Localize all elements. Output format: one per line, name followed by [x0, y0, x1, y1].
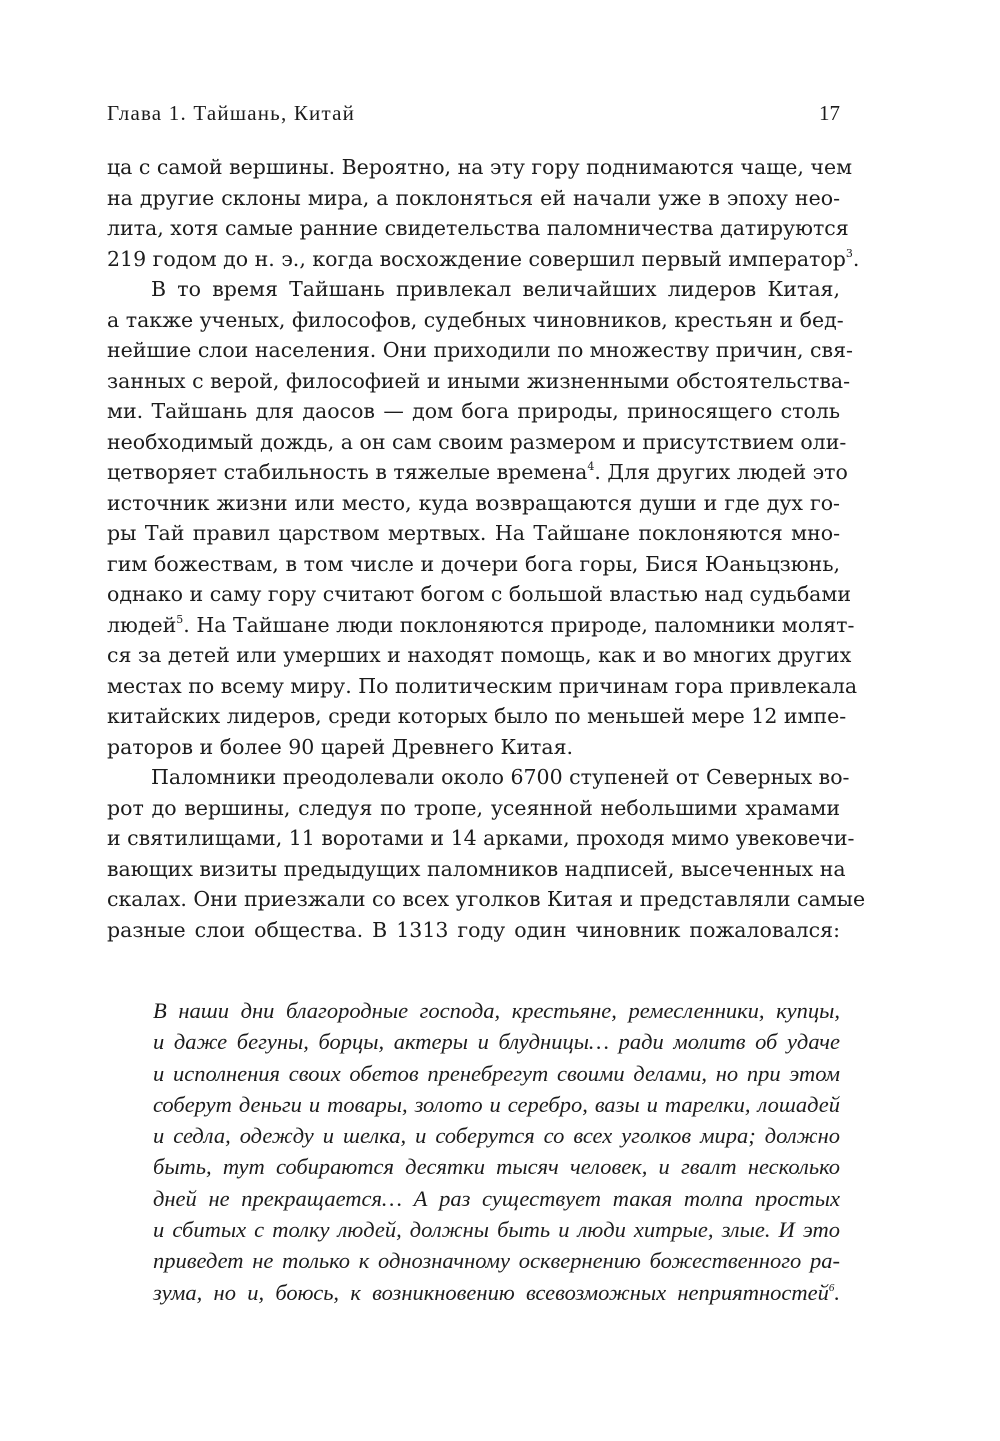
body-line-text: раторов и более 90 царей Древнего Китая.: [107, 734, 574, 759]
body-line-text-tail: .: [852, 246, 860, 271]
body-line-text: и святилищами, 11 воротами и 14 арками, проходя мимо увековечи-: [107, 826, 855, 850]
block-quote: [153, 995, 840, 1308]
body-line-text: вающих визиты предыдущих паломников надписей, высеченных на: [107, 856, 846, 881]
body-line: [107, 549, 840, 580]
body-line: [107, 610, 855, 641]
body-line: [107, 305, 844, 336]
body-line: [107, 671, 858, 702]
quote-line: [153, 1151, 840, 1182]
body-line: [107, 183, 840, 214]
body-line-text: нейшие слои населения. Они приходили по множеству причин, свя-: [107, 338, 853, 362]
body-line-text: ца с самой вершины. Вероятно, на эту гору поднимаются чаще, чем: [107, 155, 853, 179]
quote-line: [153, 1089, 840, 1120]
body-line: [107, 640, 852, 671]
body-line: [107, 915, 840, 946]
body-line: [107, 488, 840, 519]
body-line-text: рот до вершины, следуя по тропе, усеянной небольшими храмами: [107, 795, 840, 820]
body-line: [107, 396, 840, 427]
body-line-text: местах по всему миру. По политическим причинам гора привлекала: [107, 673, 858, 698]
body-line: [107, 366, 851, 397]
body-line-text: однако и саму гору считают богом с большой властью над судьбами: [107, 582, 852, 606]
quote-line-text: и сбитых с толку людей, должны быть и люди хитрые, злые. И это: [153, 1217, 840, 1243]
page-header: [107, 101, 840, 131]
body-line-text: на другие склоны мира, а поклоняться ей начали уже в эпоху нео-: [107, 185, 840, 210]
quote-line-text-tail: .: [834, 1279, 840, 1305]
body-line-text: китайских лидеров, среди которых было по меньшей мере 12 импе-: [107, 704, 847, 728]
body-line-text: ры Тай правил царством мертвых. На Тайшане поклоняются мно-: [107, 521, 840, 545]
body-line: [107, 701, 847, 732]
running-head: Глава 1. Тайшань, Китай: [107, 101, 356, 125]
quote-line: [153, 1277, 840, 1308]
body-text: [107, 152, 866, 945]
body-line-text: источник жизни или место, куда возвращаются души и где дух го-: [107, 490, 840, 515]
body-line: [107, 457, 848, 488]
quote-line-text: и исполнения своих обетов пренебрегут своими делами, но при этом: [153, 1060, 840, 1086]
quote-line-text: и даже бегуны, борцы, актеры и блудницы… ради молитв об удаче: [153, 1029, 840, 1055]
body-line-text: скалах. Они приезжали со всех уголков Китая и представляли самые: [107, 887, 866, 911]
body-line-text: а также ученых, философов, судебных чиновников, крестьян и бед-: [107, 307, 844, 332]
body-line: [107, 213, 849, 244]
body-line: [107, 335, 853, 366]
quote-line-text: зума, но и, боюсь, к возникновению всевозможных неприятностей: [153, 1279, 829, 1305]
quote-line-text: быть, тут собираются десятки тысяч человек, и гвалт несколько: [153, 1154, 840, 1180]
body-line: [107, 152, 853, 183]
quote-line-text: соберут деньги и товары, золото и серебро, вазы и тарелки, лошадей: [153, 1091, 840, 1117]
footnote-marker: 3: [845, 246, 853, 260]
body-line: [107, 823, 855, 854]
quote-line-text: приведет не только к однозначному осквернению божественного ра-: [153, 1248, 840, 1274]
body-line-text: 219 годом до н. э., когда восхождение совершил первый император: [107, 246, 846, 271]
body-line-text-tail: . Для других людей это: [594, 460, 848, 484]
quote-line: [153, 1183, 840, 1214]
body-line-text: разные слои общества. В 1313 году один чиновник пожаловался:: [107, 917, 840, 942]
body-line-text: занных с верой, философией и иными жизненными обстоятельства-: [107, 368, 851, 393]
body-line: [107, 793, 840, 824]
quote-line-text: дней не прекращается… А раз существует такая толпа простых: [153, 1185, 840, 1211]
quote-line-text: и седла, одежду и шелка, и соберутся со всех уголков мира; должно: [153, 1123, 840, 1149]
body-line-text: В то время Тайшань привлекал величайших лидеров Китая,: [151, 277, 840, 301]
page-number: 17: [819, 101, 840, 125]
body-line-text: гим божествам, в том числе и дочери бога горы, Бися Юаньцзюнь,: [107, 551, 840, 576]
body-line: [107, 244, 860, 275]
footnote-marker: 6: [828, 1281, 835, 1294]
quote-line: [153, 1245, 840, 1276]
body-line-text: ся за детей или умерших и находят помощь, как и во многих других: [107, 643, 852, 667]
body-line: [107, 884, 866, 915]
body-line-text: лита, хотя самые ранние свидетельства паломничества датируются: [107, 216, 849, 240]
body-line-text-tail: . На Тайшане люди поклоняются природе, паломники молят-: [183, 612, 855, 637]
body-line: [107, 854, 846, 885]
quote-line: [153, 1058, 840, 1089]
body-line: [107, 518, 840, 549]
quote-line: [153, 1026, 840, 1057]
body-line: [107, 579, 852, 610]
quote-line: [153, 995, 840, 1026]
body-line-text: Паломники преодолевали около 6700 ступеней от Северных во-: [151, 765, 850, 789]
body-line: [107, 762, 850, 793]
quote-line-text: В наши дни благородные господа, крестьяне, ремесленники, купцы,: [153, 998, 840, 1023]
quote-line: [153, 1120, 840, 1151]
body-line-text: людей: [107, 612, 177, 637]
body-line-text: цетворяет стабильность в тяжелые времена: [107, 460, 588, 484]
body-line: [107, 732, 840, 763]
footnote-marker: 4: [587, 460, 595, 473]
body-line: [107, 274, 840, 305]
body-line-text: необходимый дождь, а он сам своим размером и присутствием оли-: [107, 429, 847, 454]
body-line: [107, 427, 847, 458]
quote-line: [153, 1214, 840, 1245]
body-line-text: ми. Тайшань для даосов — дом бога природы, приносящего столь: [107, 399, 840, 423]
footnote-marker: 5: [176, 612, 184, 626]
